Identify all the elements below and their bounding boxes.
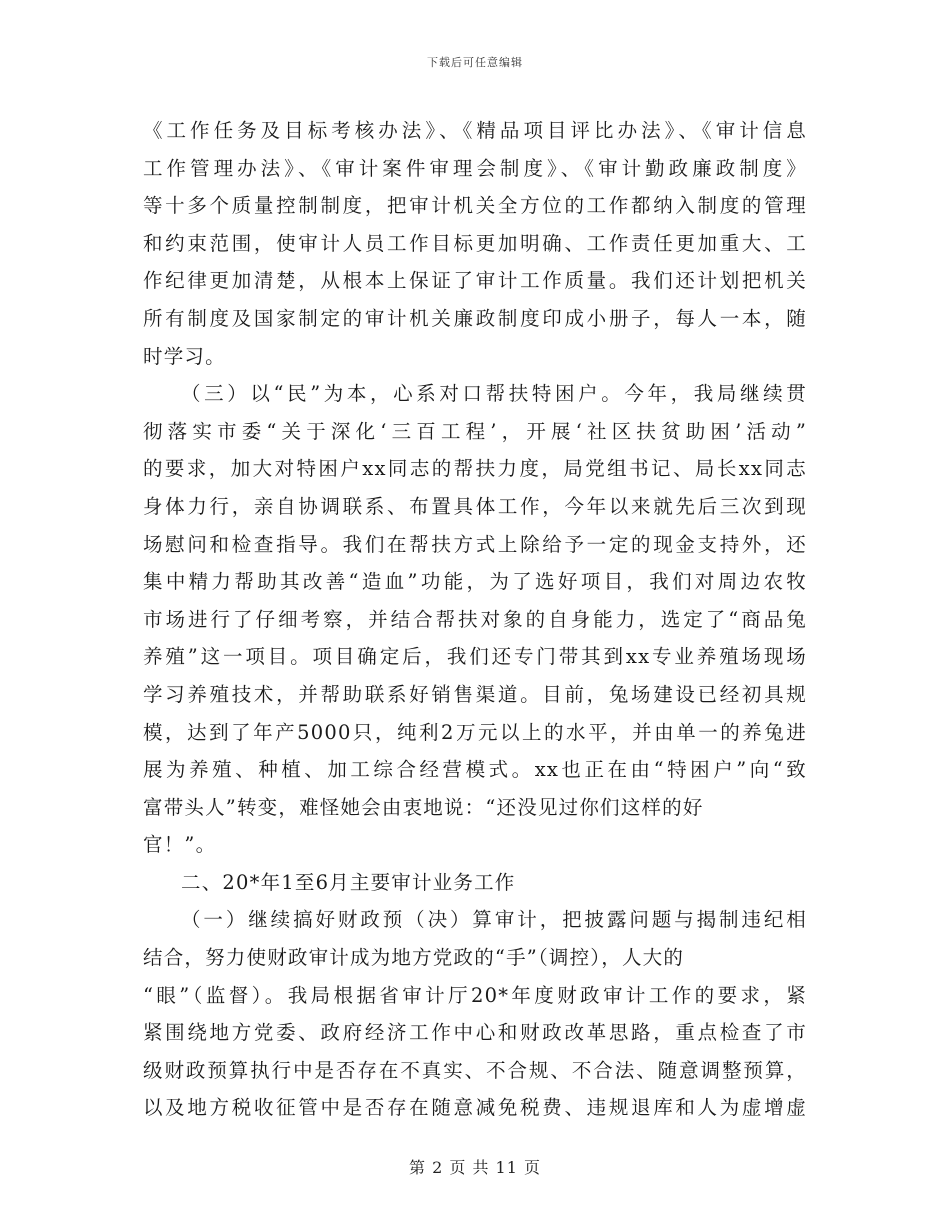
document-body bbox=[143, 112, 807, 1127]
text-line: 二、20*年1至6月主要审计业务工作 bbox=[181, 870, 516, 894]
text-line: 学习养殖技术，并帮助联系好销售渠道。目前，兔场建设已经初具规 bbox=[143, 682, 807, 706]
text-line: 展为养殖、种植、加工综合经营模式。xx也正在由“特困户”向“致 bbox=[143, 758, 807, 782]
text-line: 所有制度及国家制定的审计机关廉政制度印成小册子，每人一本，随 bbox=[143, 306, 807, 330]
text-line: 级财政预算执行中是否存在不真实、不合规、不合法、随意调整预算， bbox=[143, 1058, 807, 1082]
text-line: （一）继续搞好财政预（决）算审计，把披露问题与揭制违纪相 bbox=[181, 908, 807, 932]
text-line: 场慰问和检查指导。我们在帮扶方式上除给予一定的现金支持外，还 bbox=[143, 532, 807, 556]
text-line: 紧围绕地方党委、政府经济工作中心和财政改革思路，重点检查了市 bbox=[143, 1021, 807, 1045]
page-header: 下载后可任意编辑 bbox=[427, 56, 523, 69]
text-line: 结合，努力使财政审计成为地方党政的“手”（调控），人大的 bbox=[143, 946, 685, 970]
text-line: 养殖”这一项目。项目确定后，我们还专门带其到xx专业养殖场现场 bbox=[143, 645, 807, 669]
text-line: 官！”。 bbox=[143, 833, 217, 857]
text-line: 和约束范围，使审计人员工作目标更加明确、工作责任更加重大、工 bbox=[143, 231, 807, 255]
text-line: （三）以“民”为本，心系对口帮扶特困户。今年，我局继续贯 bbox=[181, 382, 807, 406]
text-line: 工作管理办法》、《审计案件审理会制度》、《审计勤政廉政制度》 bbox=[143, 156, 807, 180]
page-number: 第 2 页 共 11 页 bbox=[409, 1158, 541, 1177]
text-line: 等十多个质量控制制度，把审计机关全方位的工作都纳入制度的管理 bbox=[143, 194, 807, 218]
text-line: 市场进行了仔细考察，并结合帮扶对象的自身能力，选定了“商品兔 bbox=[143, 607, 807, 631]
text-line: 以及地方税收征管中是否存在随意减免税费、违规退库和人为虚增虚 bbox=[143, 1096, 807, 1120]
text-line: 身体力行，亲自协调联系、布置具体工作，今年以来就先后三次到现 bbox=[143, 494, 807, 518]
text-line: 作纪律更加清楚，从根本上保证了审计工作质量。我们还计划把机关 bbox=[143, 269, 807, 293]
text-line: 彻落实市委“关于深化‘三百工程’，开展‘社区扶贫助困’活动” bbox=[143, 419, 807, 443]
text-line: 的要求，加大对特困户xx同志的帮扶力度，局党组书记、局长xx同志 bbox=[143, 457, 807, 481]
text-line: “眼”（监督）。我局根据省审计厅20*年度财政审计工作的要求，紧 bbox=[143, 983, 807, 1007]
text-line: 集中精力帮助其改善“造血”功能，为了选好项目，我们对周边农牧 bbox=[143, 570, 807, 594]
text-line: 时学习。 bbox=[143, 344, 226, 368]
text-line: 模，达到了年产5000只，纯利2万元以上的水平，并由单一的养兔进 bbox=[143, 720, 807, 744]
text-line: 《工作任务及目标考核办法》、《精品项目评比办法》、《审计信息 bbox=[143, 119, 807, 142]
text-line: 富带头人”转变，难怪她会由衷地说：“还没见过你们这样的好 bbox=[143, 795, 704, 819]
